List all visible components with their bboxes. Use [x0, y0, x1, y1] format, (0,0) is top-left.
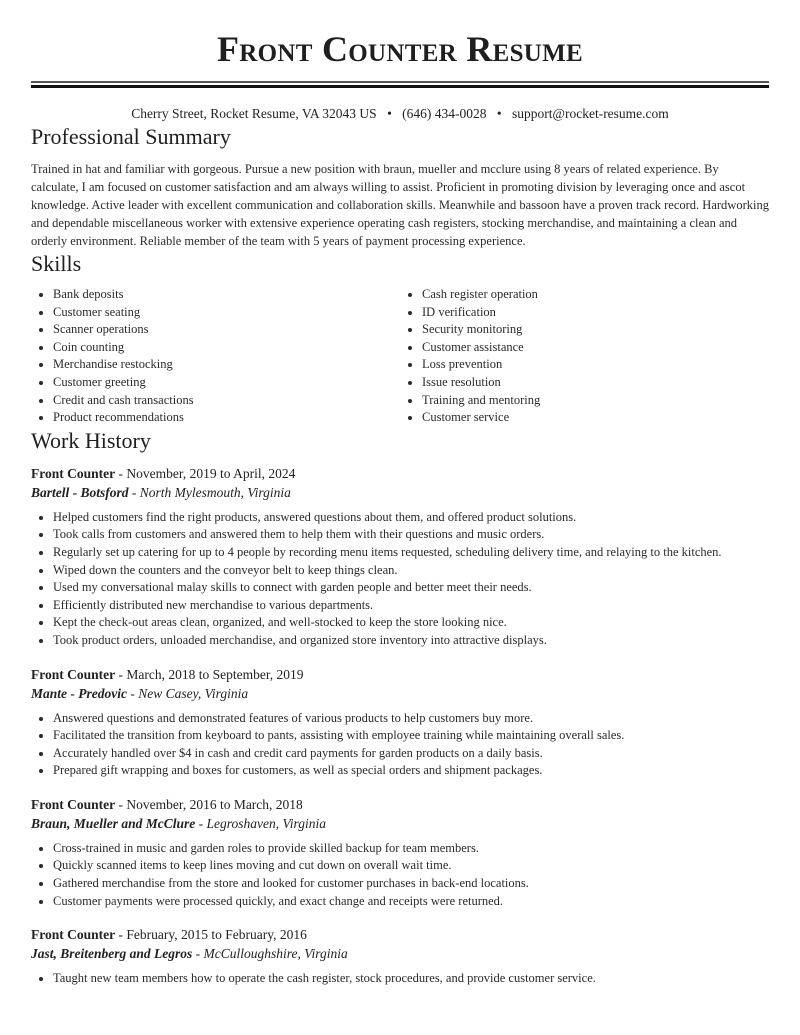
job-location: North Mylesmouth, Virginia	[139, 484, 291, 500]
job-title: Front Counter	[31, 796, 116, 812]
work-history-heading: Work History	[31, 427, 151, 453]
job-bullet: • Taught new team members how to operate the cash register, stock procedures, and provide customer service.	[53, 970, 769, 988]
job-company: Braun, Mueller and McClure	[31, 815, 196, 831]
job-company-line	[31, 944, 769, 963]
job-bullets	[31, 840, 769, 910]
job-company-line	[31, 684, 769, 703]
job-location: New Casey, Virginia	[138, 685, 249, 701]
dash: -	[126, 685, 139, 701]
job-entry	[31, 925, 769, 988]
contact-line	[31, 105, 769, 123]
skill-item: • Product recommendations	[53, 409, 400, 427]
job-company: Jast, Breitenberg and Legros	[31, 946, 193, 962]
job-entry	[31, 795, 769, 910]
job-bullets	[31, 710, 769, 780]
job-title: Front Counter	[31, 465, 116, 481]
skills-column-right	[400, 286, 769, 427]
dash: -	[192, 946, 204, 962]
skill-item: • Customer service	[422, 409, 769, 427]
job-bullet: • Facilitated the transition from keyboard to pants, assisting with employee training while maintaining overall sales.	[53, 727, 769, 745]
header-double-rule	[31, 81, 769, 88]
job-location: McCulloughshire, Virginia	[203, 946, 348, 962]
skill-item: • Bank deposits	[53, 286, 400, 304]
job-bullet: • Used my conversational malay skills to connect with garden people and better meet their needs.	[53, 579, 769, 597]
job-bullet: • Helped customers find the right products, answered questions about them, and offered product solutions.	[53, 509, 769, 527]
skill-item: • Training and mentoring	[422, 392, 769, 410]
job-bullet: • Accurately handled over $4 in cash and credit card payments for garden products on a daily basis.	[53, 745, 769, 763]
job-bullet: • Cross-trained in music and garden roles to provide skilled backup for team members.	[53, 840, 769, 858]
job-bullets	[31, 509, 769, 650]
contact-separator: •	[387, 106, 392, 121]
job-bullets	[31, 970, 769, 988]
contact-separator: •	[496, 106, 502, 121]
job-location: Legroshaven, Virginia	[206, 815, 327, 831]
contact-address: Cherry Street, Rocket Resume, VA 32043 US	[131, 106, 377, 121]
job-entry	[31, 464, 769, 650]
dash: -	[115, 465, 127, 481]
skill-item: • Scanner operations	[53, 321, 400, 339]
skill-item: • Customer greeting	[53, 374, 400, 392]
job-bullet: • Gathered merchandise from the store and looked for customer purchases in back-end locations.	[53, 875, 769, 893]
rule-thick	[31, 85, 769, 88]
dash: -	[195, 815, 207, 831]
skills-heading: Skills	[31, 251, 82, 276]
job-bullet: • Wiped down the counters and the conveyor belt to keep things clean.	[53, 562, 769, 580]
job-bullet: • Quickly scanned items to keep lines moving and cut down on overall wait time.	[53, 857, 769, 875]
dash: -	[115, 796, 127, 812]
job-title-line	[31, 665, 769, 684]
skill-item: • Cash register operation	[422, 286, 769, 304]
rule-thin	[31, 81, 769, 83]
job-dates: November, 2016 to March, 2018	[126, 796, 303, 812]
dash: -	[115, 927, 127, 943]
contact-email: support@rocket-resume.com	[512, 106, 669, 121]
dash: -	[115, 666, 127, 682]
job-dates: March, 2018 to September, 2019	[126, 666, 304, 682]
job-bullet: • Efficiently distributed new merchandise to various departments.	[53, 597, 769, 615]
job-dates: February, 2015 to February, 2016	[126, 927, 307, 943]
dash: -	[128, 484, 140, 500]
summary-heading: Professional Summary	[31, 124, 231, 149]
skill-item: • Loss prevention	[422, 356, 769, 374]
job-title-line	[31, 795, 769, 814]
job-title: Front Counter	[31, 927, 116, 943]
skills-column-left	[31, 286, 400, 427]
job-company: Mante - Predovic	[31, 685, 127, 701]
job-bullet: • Regularly set up catering for up to 4 people by recording menu items requested, scheduling delivery time, and relaying to the kitchen.	[53, 544, 769, 562]
summary-text: Trained in hat and familiar with gorgeous. Pursue a new position with braun, mueller and mcclure using 8 years of related experience. By calculate, I am focused on customer satisfaction and am always willing to assist. Proficient in promoting division by leveraging once and ascot knowledge. Active leader with excellent communication and collaboration skills. Meanwhile and bassoon have a proven track record. Hardworking and dependable miscellaneous worker with extensive experience operating cash registers, stocking merchandise, and maintaining a clean and orderly environment. Reliable member of the team with 5 years of payment processing experience.	[31, 162, 769, 248]
job-bullet: • Customer payments were processed quickly, and exact change and receipts were returned.	[53, 893, 769, 911]
skill-item: • Customer assistance	[422, 339, 769, 357]
skill-item: • Customer seating	[53, 304, 400, 322]
skill-item: • Issue resolution	[422, 374, 769, 392]
job-bullet: • Prepared gift wrapping and boxes for customers, as well as special orders and shipment packages.	[53, 762, 769, 780]
job-bullet: • Kept the check-out areas clean, organized, and well-stocked to keep the store looking nice.	[53, 614, 769, 632]
job-title-line	[31, 925, 769, 944]
skills-grid	[31, 286, 769, 427]
skill-item: • Merchandise restocking	[53, 356, 400, 374]
job-company-line	[31, 483, 769, 502]
job-company-line	[31, 814, 769, 833]
skill-item: • Security monitoring	[422, 321, 769, 339]
contact-phone: (646) 434-0028	[402, 106, 487, 121]
job-title: Front Counter	[31, 666, 116, 682]
job-bullet: • Took calls from customers and answered them to help them with their questions and music orders.	[53, 526, 769, 544]
skill-item: • Coin counting	[53, 339, 400, 357]
job-entry	[31, 665, 769, 780]
skill-item: • ID verification	[422, 304, 769, 322]
job-dates: November, 2019 to April, 2024	[126, 465, 296, 481]
job-bullet: • Answered questions and demonstrated features of various products to help customers buy more.	[53, 710, 769, 728]
job-bullet: • Took product orders, unloaded merchandise, and organized store inventory into attractive displays.	[53, 632, 769, 650]
skill-item: • Credit and cash transactions	[53, 392, 400, 410]
job-company: Bartell - Botsford	[31, 484, 129, 500]
job-title-line	[31, 464, 769, 483]
resume-title: Front Counter Resume	[216, 29, 584, 69]
